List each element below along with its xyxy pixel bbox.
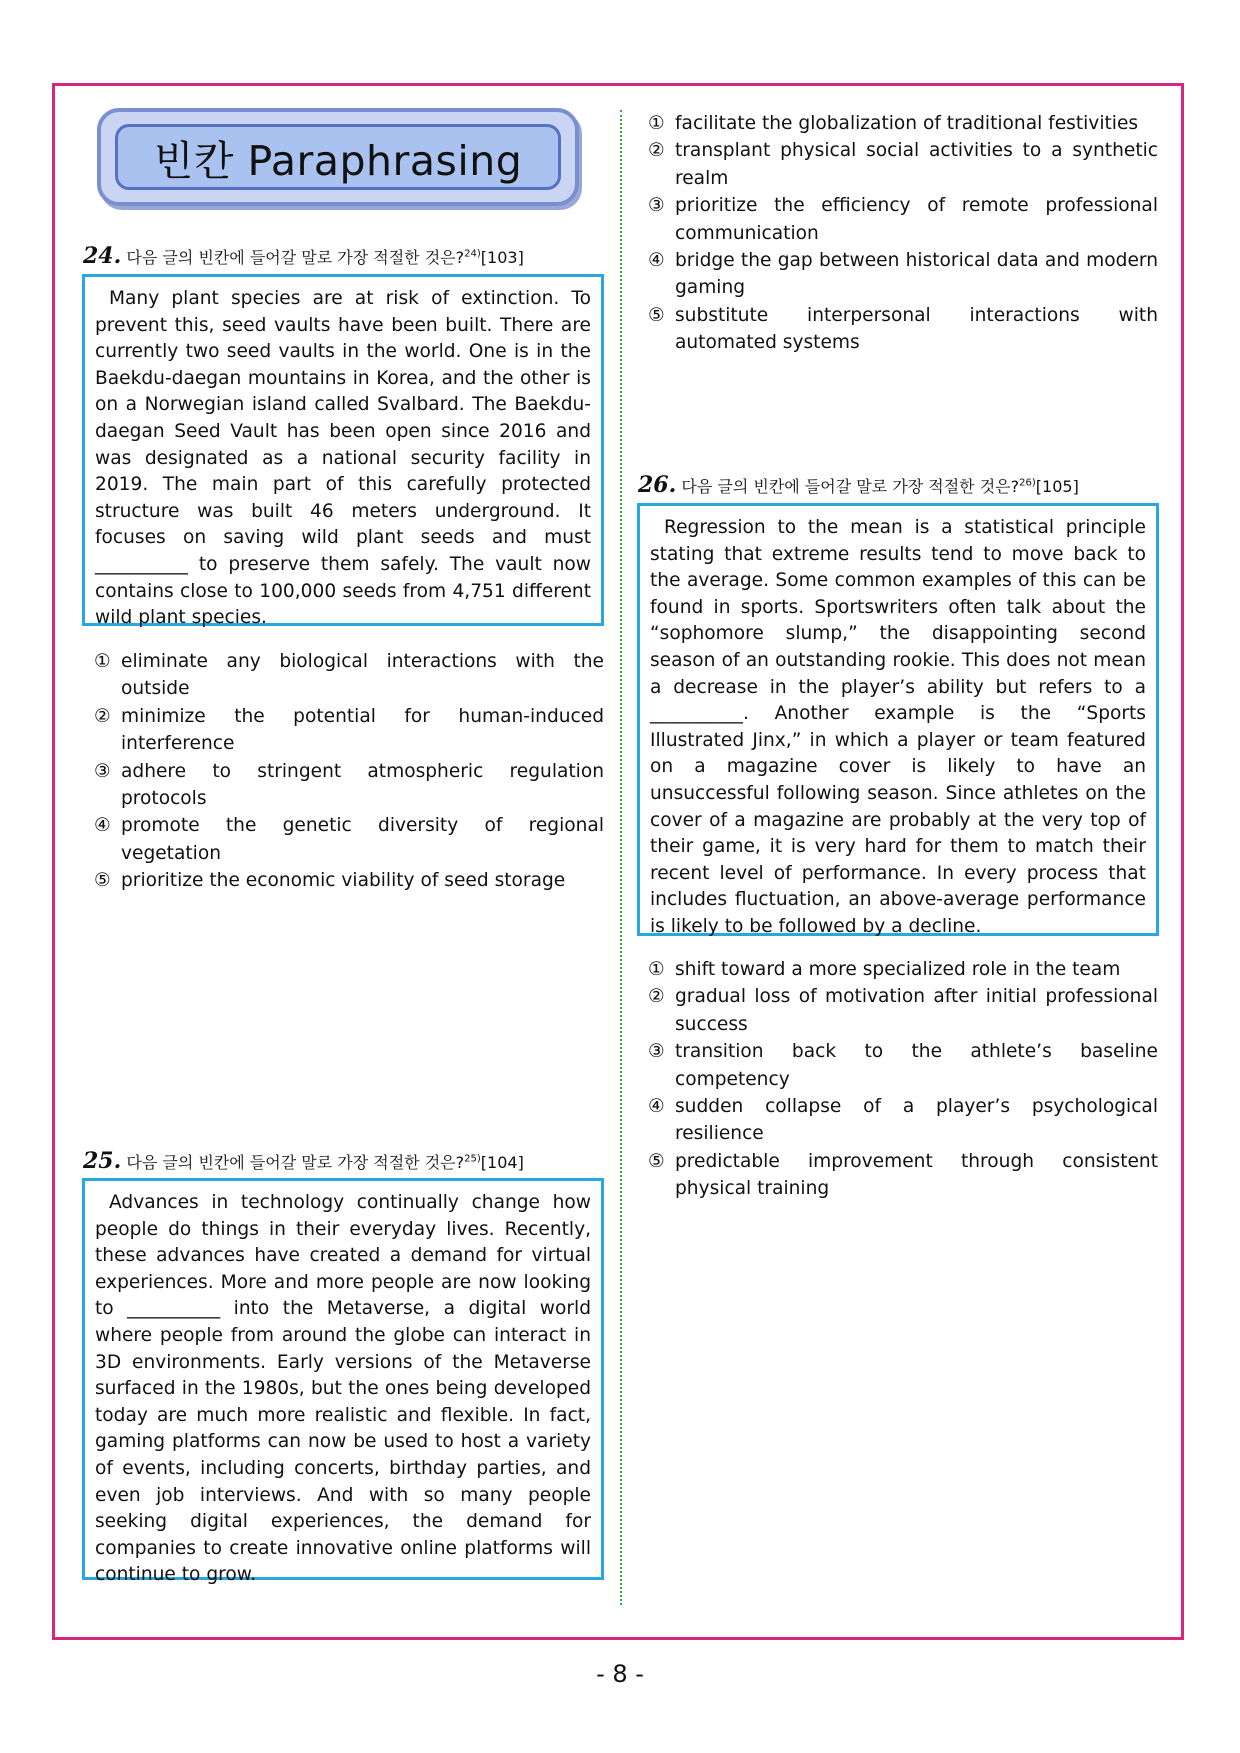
choice-mark: ④	[648, 250, 665, 272]
passage-text: Regression to the mean is a statistical principle stating that extreme results tend to move back to the average. Some common examples of this can be found in sports. Sportswriters often talk about the “sophomore slump,” the disappointing second season of an outstanding rookie. This does not mean a decrease in the player’s ability but refers to a __________. Another example is the “Sports Illustrated Jinx,” in which a player or team featured on a magazine cover is likely to have an unsuccessful following season. Since athletes on the cover of a magazine are probably at the very top of their game, it is very hard for them to match their recent level of performance. In every process that includes fluctuation, an above-average performance is likely to be followed by a decline.	[650, 517, 1146, 937]
choice-text: bridge the gap between historical data and modern gaming	[675, 250, 1158, 299]
choice-text: minimize the potential for human-induced interference	[121, 705, 604, 755]
choice-item[interactable]	[94, 648, 604, 703]
choice-text: sudden collapse of a player’s psychological resilience	[675, 1096, 1158, 1145]
choice-mark: ④	[648, 1096, 665, 1118]
passage-text: Many plant species are at risk of extinction. To prevent this, seed vaults have been built. There are currently two seed vaults in the world. One is in the Baekdu-daegan mountains in Korea, and the other is on a Norwegian island called Svalbard. The Baekdu-daegan Seed Vault has been open since 2016 and was designated as a national security facility in 2019. The main part of this carefully protected structure was built 46 meters underground. It focuses on saving wild plant seeds and must __________ to preserve them safely. The vault now contains close to 100,000 seeds from 4,751 different wild plant species.	[95, 288, 591, 629]
page-number: - 8 -	[596, 1660, 644, 1688]
question-26-passage-box	[637, 503, 1159, 936]
choice-mark: ②	[648, 986, 665, 1008]
choice-text: predictable improvement through consistent physical training	[675, 1150, 1158, 1200]
choice-text: eliminate any biological interactions with the outside	[121, 651, 604, 700]
choice-text: promote the genetic diversity of regional vegetation	[121, 815, 604, 864]
choice-mark: ②	[648, 140, 665, 162]
choice-text: prioritize the economic viability of seed storage	[121, 870, 566, 892]
question-number: 26.	[638, 472, 677, 498]
question-code: [103]	[480, 248, 524, 267]
choice-item[interactable]	[94, 703, 604, 758]
choice-item[interactable]	[648, 247, 1158, 302]
choice-mark: ④	[94, 815, 111, 837]
choice-text: transplant physical social activities to a synthetic realm	[675, 140, 1158, 189]
column-divider	[620, 110, 622, 1605]
choice-item[interactable]	[648, 983, 1158, 1038]
footnote-ref: 25)	[464, 1153, 481, 1165]
question-prompt: 다음 글의 빈칸에 들어갈 말로 가장 적절한 것은?	[126, 1153, 465, 1172]
question-24-header	[83, 243, 524, 269]
question-25-passage-box	[82, 1178, 604, 1586]
choice-text: prioritize the efficiency of remote professional communication	[675, 195, 1158, 244]
choice-text: substitute interpersonal interactions with automated systems	[675, 304, 1158, 354]
choice-mark: ③	[94, 760, 111, 782]
choice-mark: ⑤	[94, 870, 111, 892]
choice-item[interactable]	[648, 1093, 1158, 1148]
question-25-choices	[648, 110, 1158, 357]
choice-mark: ①	[648, 959, 665, 980]
question-24-passage-box	[82, 274, 604, 629]
footnote-ref: 24)	[464, 248, 481, 260]
section-title-inner	[115, 124, 561, 190]
choice-item[interactable]	[648, 302, 1158, 357]
choice-item[interactable]	[648, 956, 1158, 983]
question-number: 24.	[83, 243, 122, 269]
choice-item[interactable]	[94, 758, 604, 813]
footnote-ref: 26)	[1019, 477, 1036, 489]
choice-mark: ①	[94, 651, 111, 672]
choice-mark: ③	[648, 195, 665, 217]
choice-item[interactable]	[94, 812, 604, 867]
choice-mark: ②	[94, 705, 111, 727]
section-title-banner	[97, 108, 579, 206]
choice-text: shift toward a more specialized role in the team	[675, 959, 1121, 980]
choice-item[interactable]	[648, 1148, 1158, 1203]
question-number: 25.	[83, 1148, 122, 1174]
passage-text: Advances in technology continually change how people do things in their everyday lives. Recently, these advances have created a demand for virtual experiences. More and more people are now looking to __________ into the Metaverse, a digital world where people from around the globe can interact in 3D environments. Early versions of the Metaverse surfaced in the 1980s, but the ones being developed today are much more realistic and flexible. In fact, gaming platforms can now be used to host a variety of events, including concerts, birthday parties, and even job interviews. And with so many people seeking digital experiences, the demand for companies to create innovative online platforms will continue to grow.	[95, 1192, 591, 1586]
choice-item[interactable]	[94, 867, 604, 894]
question-prompt: 다음 글의 빈칸에 들어갈 말로 가장 적절한 것은?	[126, 248, 465, 267]
question-26-header	[638, 472, 1079, 498]
choice-item[interactable]	[648, 192, 1158, 247]
choice-text: facilitate the globalization of traditional festivities	[675, 113, 1139, 134]
choice-item[interactable]	[648, 1038, 1158, 1093]
question-26-choices	[648, 956, 1158, 1203]
question-code: [104]	[480, 1153, 524, 1172]
choice-mark: ①	[648, 113, 665, 134]
question-25-header	[83, 1148, 524, 1174]
question-prompt: 다음 글의 빈칸에 들어갈 말로 가장 적절한 것은?	[681, 477, 1020, 496]
choice-item[interactable]	[648, 110, 1158, 137]
choice-mark: ③	[648, 1041, 665, 1063]
choice-item[interactable]	[648, 137, 1158, 192]
choice-text: transition back to the athlete’s baseline competency	[675, 1041, 1158, 1090]
question-24-choices	[94, 648, 604, 895]
choice-mark: ⑤	[648, 1150, 665, 1172]
choice-mark: ⑤	[648, 304, 665, 326]
choice-text: gradual loss of motivation after initial professional success	[675, 986, 1158, 1035]
question-code: [105]	[1035, 477, 1079, 496]
section-title: 빈칸 Paraphrasing	[153, 136, 523, 185]
choice-text: adhere to stringent atmospheric regulation protocols	[121, 760, 604, 810]
